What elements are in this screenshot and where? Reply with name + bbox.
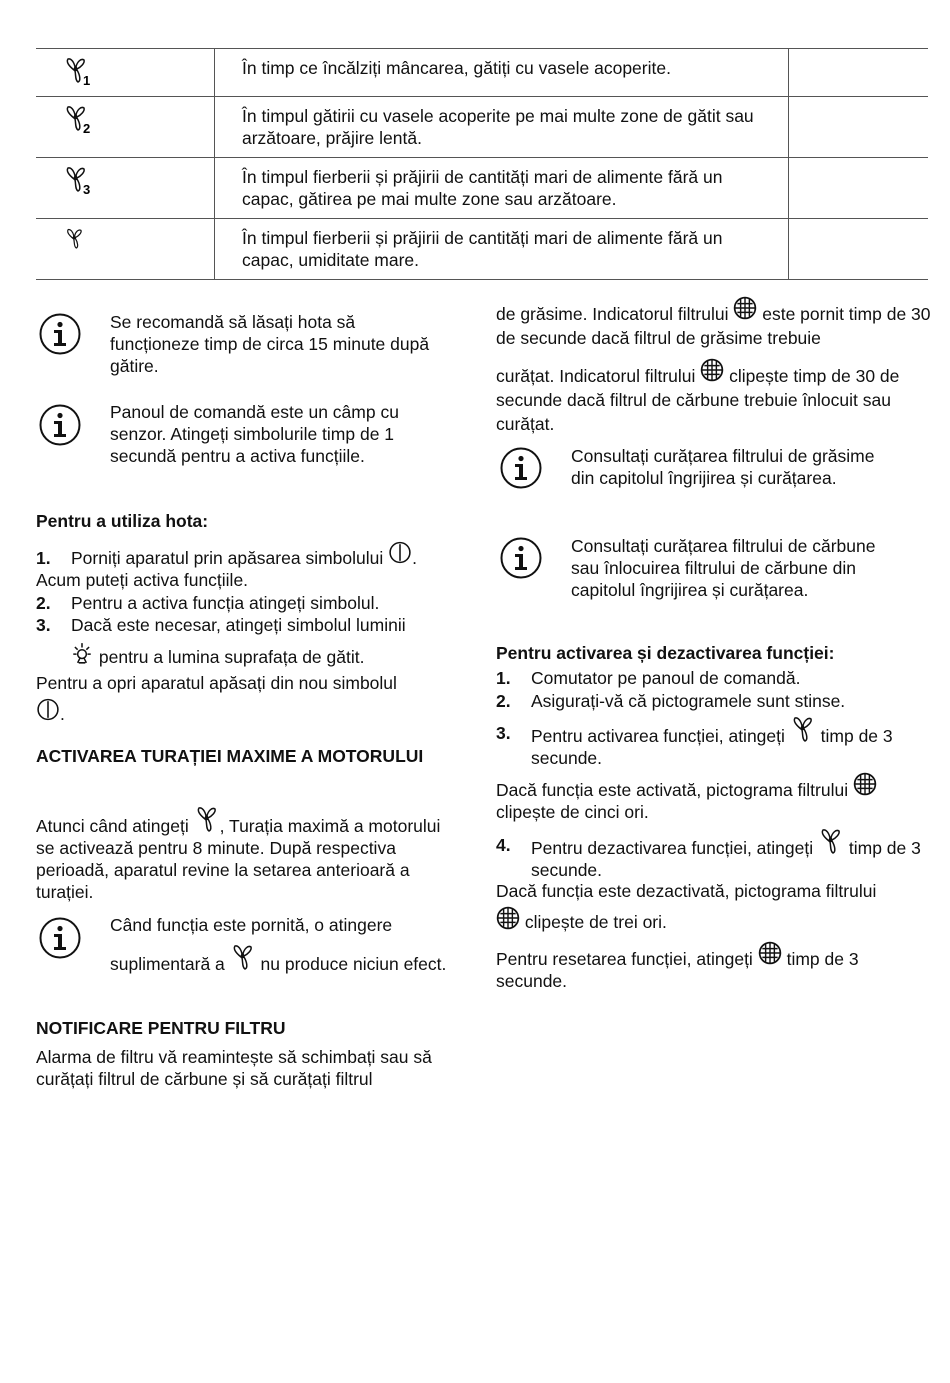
filter-grid-icon bbox=[758, 941, 782, 965]
info-icon bbox=[39, 404, 81, 446]
step-1-continuation: Acum puteți activa funcțiile. bbox=[36, 570, 249, 590]
info-icon bbox=[39, 917, 81, 959]
filter-grid-icon bbox=[700, 358, 724, 382]
fan-boost-icon bbox=[230, 944, 256, 970]
light-bulb-icon bbox=[70, 641, 94, 665]
fan-boost-icon bbox=[818, 828, 844, 854]
table-cell-description: În timp ce încălziți mâncarea, gătiți cu vasele acoperite. bbox=[215, 49, 789, 97]
table-cell-description: În timpul fierberii și prăjirii de cantități mari de alimente fără un capac, umiditate mare. bbox=[215, 219, 789, 280]
boost-text: Atunci când atingeți , Turația maximă a motorului se activează pentru 8 minute. După respectiva perioadă, aparatul revine la setarea anterioară a turației. bbox=[36, 806, 456, 903]
svg-text:2: 2 bbox=[83, 121, 91, 135]
fan-boost-icon bbox=[64, 228, 90, 252]
table-cell-description: În timpul fierberii și prăjirii de cantități mari de alimente fără un capac, gătirea pe mai multe zone sau arzătoare. bbox=[215, 158, 789, 219]
activation-heading: Pentru activarea și dezactivarea funcției: bbox=[496, 643, 835, 663]
table-cell-description: În timpul gătirii cu vasele acoperite pe mai multe zone de gătit sau arzătoare, prăjire lentă. bbox=[215, 97, 789, 158]
info-icon bbox=[500, 537, 542, 579]
deactivated-info: Dacă funcția este dezactivată, pictograma filtrului clipește de trei ori. bbox=[496, 881, 877, 932]
activation-step-2: 2. Asigurați-vă că pictogramele sunt stinse. bbox=[496, 691, 846, 711]
step-3-continuation: pentru a lumina suprafața de gătit. bbox=[70, 641, 364, 668]
fan-speed-1-icon bbox=[63, 57, 95, 87]
filter-grid-icon bbox=[496, 906, 520, 930]
fan-boost-icon bbox=[194, 806, 220, 832]
svg-text:1: 1 bbox=[83, 73, 91, 87]
fan-speed-2-icon bbox=[63, 105, 95, 135]
filter-grid-icon bbox=[733, 296, 757, 320]
use-hood-heading: Pentru a utiliza hota: bbox=[36, 511, 209, 531]
activated-info: Dacă funcția este activată, pictograma filtrului clipește de cinci ori. bbox=[496, 772, 936, 823]
table-row bbox=[36, 219, 928, 280]
power-icon bbox=[36, 697, 60, 722]
reset-text: Pentru resetarea funcției, atingeți timp de 3 secunde. bbox=[496, 941, 926, 992]
filter-grid-icon bbox=[853, 772, 877, 796]
step-1: 1. Porniți aparatul prin apăsarea simbolului . bbox=[36, 540, 466, 569]
table-row bbox=[36, 97, 928, 158]
switch-off-text: Pentru a opri aparatul apăsați din nou simbolul bbox=[36, 673, 397, 693]
info-icon bbox=[500, 447, 542, 489]
info-note-boost-repeat: Când funcția este pornită, o atingere suplimentară a nu produce niciun efect. bbox=[110, 915, 447, 974]
info-note-charcoal-filter: Consultați curățarea filtrului de cărbune sau înlocuirea filtrului de cărbune din capitolul îngrijirea și curățarea. bbox=[571, 536, 876, 600]
deactivation-step-4: 4. Pentru dezactivarea funcției, atingeți timp de 3 secunde. bbox=[496, 828, 936, 881]
table-row bbox=[36, 49, 928, 97]
filter-notification-text: Alarma de filtru vă reamintește să schimbați sau să curățați filtrul de cărbune și să curățați filtrul bbox=[36, 1047, 432, 1089]
svg-text:3: 3 bbox=[83, 182, 91, 196]
power-icon bbox=[388, 540, 412, 565]
info-note-grease-filter: Consultați curățarea filtrului de grăsime din capitolul îngrijirea și curățarea. bbox=[571, 446, 875, 488]
filter-notification-heading: NOTIFICARE PENTRU FILTRU bbox=[36, 1018, 286, 1038]
fan-speed-3-icon bbox=[63, 166, 95, 196]
step-2: 2. Pentru a activa funcția atingeți simbolul. bbox=[36, 593, 380, 613]
info-note-sensor-panel: Panoul de comandă este un câmp cu senzor. Atingeți simbolurile timp de 1 secundă pentru a activa funcțiile. bbox=[110, 402, 399, 466]
activation-step-1: 1. Comutator pe panoul de comandă. bbox=[496, 668, 801, 688]
boost-heading: ACTIVAREA TURAȚIEI MAXIME A MOTORULUI bbox=[36, 746, 424, 766]
fan-boost-icon bbox=[790, 716, 816, 742]
switch-off-symbol: . bbox=[36, 697, 65, 725]
info-icon bbox=[39, 313, 81, 355]
fan-speed-table bbox=[36, 48, 928, 280]
table-row bbox=[36, 158, 928, 219]
step-3: 3. Dacă este necesar, atingeți simbolul luminii bbox=[36, 615, 406, 635]
info-note-run-after-cooking: Se recomandă să lăsați hota să funcționeze timp de circa 15 minute după gătire. bbox=[110, 312, 430, 376]
filter-indicator-text: de grăsime. Indicatorul filtrului este pornit timp de 30 de secunde dacă filtrul de grăsime trebuie curățat. Indicatorul filtrului clipește timp de 30 de secunde dacă filtrul de cărbune trebuie înlocuit sau curățat. bbox=[496, 296, 936, 436]
activation-step-3: 3. Pentru activarea funcției, atingeți timp de 3 secunde. bbox=[496, 716, 936, 769]
